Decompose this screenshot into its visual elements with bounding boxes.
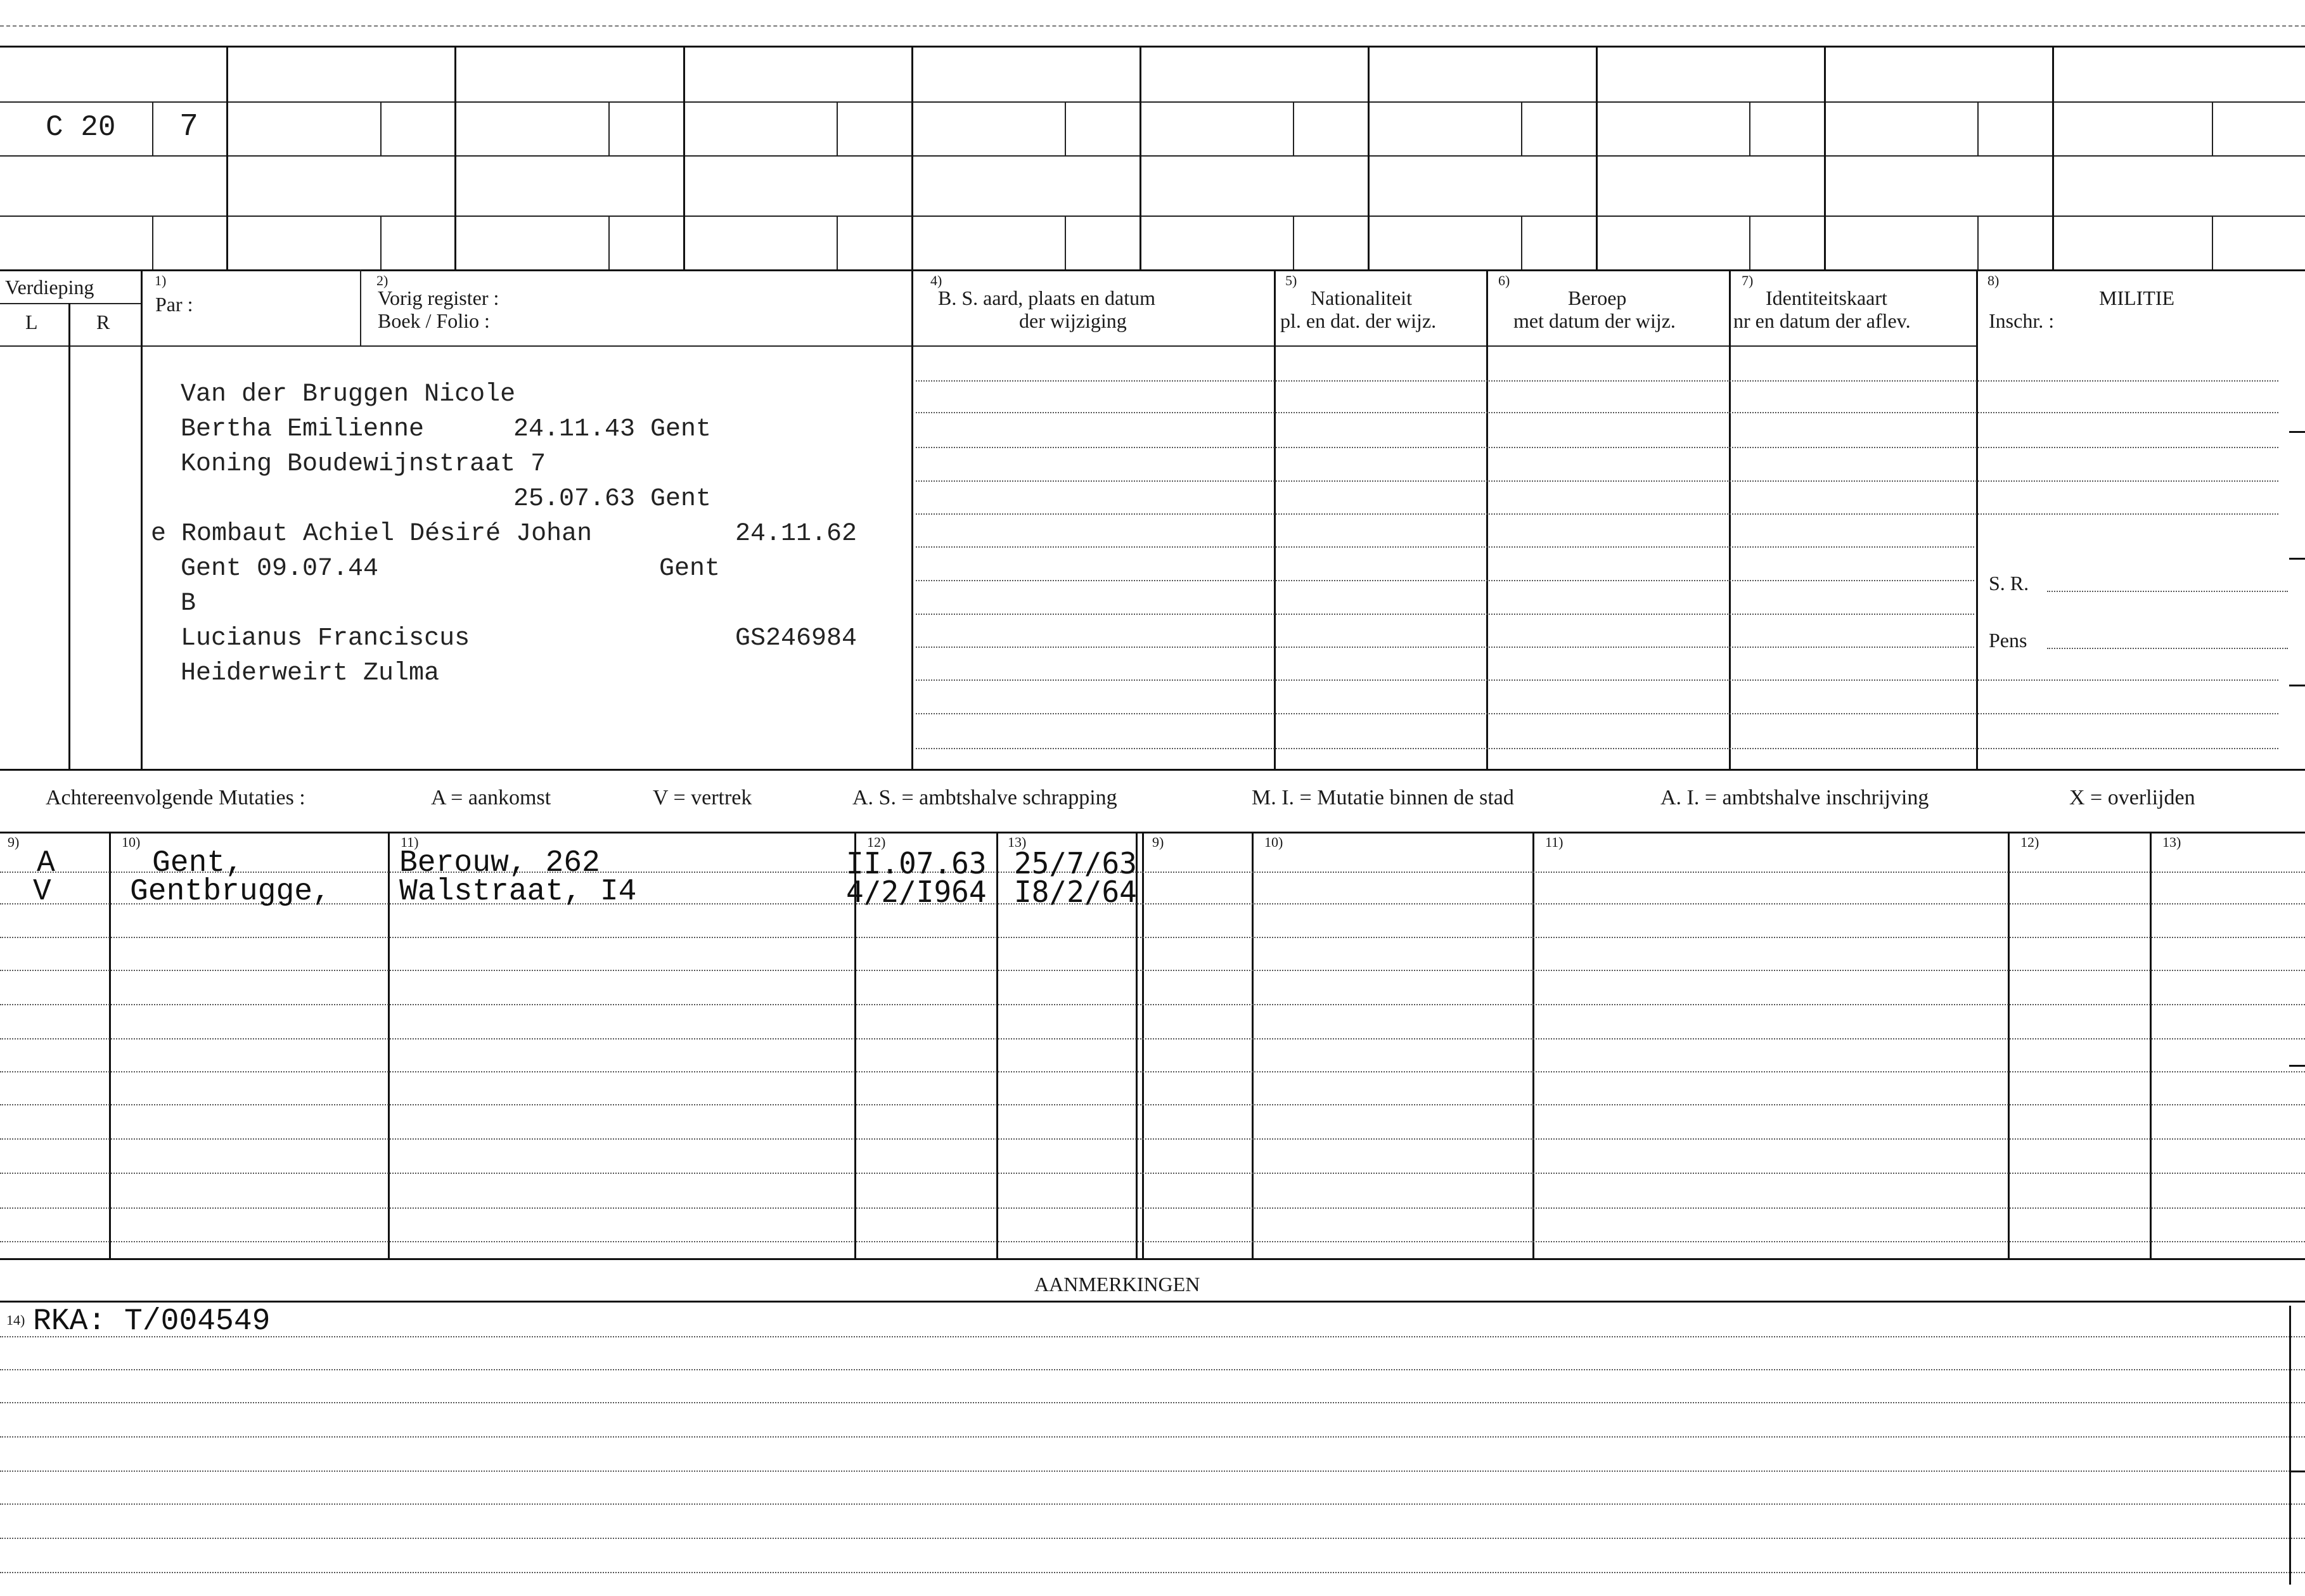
ruled-line <box>916 447 2278 448</box>
ruled-line <box>916 647 1974 648</box>
header-code-1: C 20 <box>46 111 116 144</box>
grid-col-line <box>1368 46 1370 269</box>
grid-sub-line <box>380 216 382 269</box>
aanmerkingen-number: 14) <box>6 1312 25 1328</box>
nat-header-line1: Nationaliteit <box>1311 286 1412 309</box>
grid-col-line <box>683 46 685 269</box>
person-line9: Heiderweirt Zulma <box>181 659 440 688</box>
ruled-line <box>916 614 1974 615</box>
grid-col-line <box>911 46 913 269</box>
ruled-line <box>916 513 2278 515</box>
grid-row-line <box>0 101 2305 103</box>
mut-ruled-line <box>0 937 2305 938</box>
col-line-ber <box>1486 269 1488 769</box>
grid-col-line <box>454 46 456 269</box>
grid-sub-line <box>152 216 153 269</box>
edge-tick <box>2289 685 2305 686</box>
grid-sub-line <box>1293 216 1294 269</box>
id-header-line1: Identiteitskaart <box>1766 286 1887 309</box>
col-line-par <box>360 269 361 345</box>
mut-row2-type: V <box>33 875 51 909</box>
mut-row1-type: A <box>37 846 55 880</box>
aanmerkingen-title: AANMERKINGEN <box>1034 1273 1200 1296</box>
mut-num: 11) <box>1545 834 1563 850</box>
mut-row2-date2: I8/2/64 <box>1014 875 1137 909</box>
mut-ruled-line <box>0 1071 2305 1072</box>
id-header-line2: nr en datum der aflev. <box>1733 309 1911 332</box>
person-line5a: e Rombaut Achiel Désiré Johan <box>151 520 593 548</box>
grid-sub-line <box>2212 101 2213 155</box>
grid-sub-line <box>1977 101 1979 155</box>
col-line-r <box>141 269 143 769</box>
aanm-ruled-line <box>0 1369 2305 1370</box>
mut-num: 9) <box>8 834 20 850</box>
col-line-id <box>1729 269 1731 769</box>
mut-col-line <box>1252 832 1254 1258</box>
grid-sub-line <box>1293 101 1294 155</box>
mut-col-line <box>2008 832 2010 1258</box>
mut-num: 9) <box>1152 834 1164 850</box>
grid-sub-line <box>2212 216 2213 269</box>
person-line7: B <box>181 589 196 618</box>
mut-ruled-line <box>0 1173 2305 1174</box>
inschr-label: Inschr. : <box>1989 309 2055 332</box>
mut-num: 12) <box>867 834 886 850</box>
grid-sub-line <box>1749 216 1750 269</box>
mutaties-top-border <box>0 769 2305 771</box>
verdieping-label: Verdieping <box>5 276 94 299</box>
col7-number: 7) <box>1742 273 1754 288</box>
mut-ruled-line <box>0 970 2305 971</box>
edge-line <box>2289 1306 2291 1585</box>
col1-number: 1) <box>155 273 167 288</box>
header-row-line <box>0 345 1977 347</box>
grid-col-line <box>2052 46 2054 269</box>
aanm-ruled-line <box>0 1336 2305 1337</box>
ruled-line <box>916 546 1974 548</box>
aanmerkingen-top-border <box>0 1301 2305 1303</box>
mut-col-line <box>388 832 390 1258</box>
grid-sub-line <box>608 216 610 269</box>
grid-col-line <box>1140 46 1141 269</box>
mutaties-table-top <box>0 832 2305 833</box>
ruled-line <box>916 679 2278 681</box>
grid-sub-line <box>837 216 838 269</box>
grid-col-line <box>1596 46 1598 269</box>
mut-ruled-line <box>0 1004 2305 1005</box>
grid-sub-line <box>1065 101 1066 155</box>
edge-tick <box>2289 431 2305 433</box>
person-line1: Van der Bruggen Nicole <box>181 380 516 409</box>
grid-col-line <box>1824 46 1826 269</box>
l-label: L <box>25 311 38 333</box>
boek-folio-label: Boek / Folio : <box>378 309 490 332</box>
mut-col-line <box>996 832 998 1258</box>
mut-row1-place: Gent, <box>152 846 244 880</box>
person-line8b: GS246984 <box>735 624 857 653</box>
bs-header-line1: B. S. aard, plaats en datum <box>938 286 1156 309</box>
mut-ruled-line <box>0 1138 2305 1140</box>
mut-ruled-line <box>0 1241 2305 1242</box>
mut-row2-address: Walstraat, I4 <box>399 875 637 909</box>
grid-sub-line <box>608 101 610 155</box>
mut-row1-date1: II.07.63 <box>846 846 987 880</box>
ber-header-line1: Beroep <box>1568 286 1627 309</box>
col-line-bs <box>911 269 913 769</box>
legend-mi: M. I. = Mutatie binnen de stad <box>1252 786 1514 809</box>
mut-col-line <box>2150 832 2152 1258</box>
col4-number: 4) <box>930 273 942 288</box>
mut-row1-date2: 25/7/63 <box>1014 846 1137 880</box>
grid-sub-line <box>380 101 382 155</box>
person-line2b: 24.11.43 Gent <box>513 415 712 444</box>
aanm-ruled-line <box>0 1538 2305 1539</box>
legend-x: X = overlijden <box>2069 786 2195 809</box>
grid-sub-line <box>1977 216 1979 269</box>
mut-ruled-line <box>0 1207 2305 1209</box>
col-line-mil <box>1976 269 1978 769</box>
verdieping-split-line <box>0 303 141 304</box>
edge-tick <box>2289 1065 2305 1067</box>
grid-top-border <box>0 46 2305 48</box>
mut-col-line <box>109 832 111 1258</box>
torn-top-edge <box>0 25 2305 27</box>
ruled-line <box>916 380 2278 382</box>
mut-num: 13) <box>1008 834 1027 850</box>
militie-label: MILITIE <box>2099 286 2175 309</box>
aanm-ruled-line <box>0 1471 2305 1472</box>
ber-header-line2: met datum der wijz. <box>1513 309 1676 332</box>
r-label: R <box>96 311 110 333</box>
grid-col-line <box>226 46 228 269</box>
person-line6b: Gent <box>659 555 721 583</box>
col-line-l <box>68 303 70 769</box>
header-code-2: 7 <box>179 109 199 145</box>
ruled-line <box>916 412 2278 413</box>
sr-label: S. R. <box>1989 572 2029 595</box>
mut-row2-place: Gentbrugge, <box>130 875 331 909</box>
grid-sub-line <box>1065 216 1066 269</box>
legend-v: V = vertrek <box>653 786 752 809</box>
par-label: Par : <box>155 293 193 316</box>
aanm-ruled-line <box>0 1436 2305 1438</box>
ruled-line <box>916 748 2278 749</box>
mut-row1-address: Berouw, 262 <box>399 846 600 880</box>
legend-as: A. S. = ambtshalve schrapping <box>852 786 1117 809</box>
grid-sub-line <box>1749 101 1750 155</box>
aanm-ruled-line <box>0 1503 2305 1505</box>
ruled-line <box>916 480 2278 482</box>
col2-number: 2) <box>376 273 388 288</box>
mut-num: 11) <box>401 834 419 850</box>
mut-ruled-line <box>0 1104 2305 1105</box>
grid-sub-line <box>152 101 153 155</box>
grid-sub-line <box>1521 101 1522 155</box>
mut-num: 10) <box>122 834 141 850</box>
mutaties-table-bottom <box>0 1258 2305 1260</box>
person-line5b: 24.11.62 <box>735 520 857 548</box>
mut-col-line <box>1532 832 1534 1258</box>
legend-ai: A. I. = ambtshalve inschrijving <box>1660 786 1929 809</box>
edge-tick <box>2289 558 2305 560</box>
col6-number: 6) <box>1498 273 1510 288</box>
mut-num: 10) <box>1264 834 1283 850</box>
sr-dotted-line <box>2047 591 2288 592</box>
person-line2a: Bertha Emilienne <box>181 415 425 444</box>
aanm-ruled-line <box>0 1572 2305 1573</box>
mut-row2-date1: 4/2/I964 <box>846 875 987 909</box>
col8-number: 8) <box>1987 273 2000 288</box>
person-line4: 25.07.63 Gent <box>513 485 712 513</box>
grid-row-line <box>0 155 2305 157</box>
grid-bottom-border <box>0 269 2305 271</box>
mut-ruled-line <box>0 1038 2305 1039</box>
person-line6a: Gent 09.07.44 <box>181 555 379 583</box>
ruled-line <box>916 580 1974 581</box>
mut-col-line <box>1142 832 1144 1258</box>
pens-dotted-line <box>2047 648 2288 649</box>
grid-row-line <box>0 216 2305 217</box>
bs-header-line2: der wijziging <box>1019 309 1127 332</box>
person-line8a: Lucianus Franciscus <box>181 624 470 653</box>
grid-sub-line <box>1521 216 1522 269</box>
vorig-register-label: Vorig register : <box>378 286 499 309</box>
mut-ruled-line <box>0 903 2305 904</box>
aanm-ruled-line <box>0 1402 2305 1403</box>
mut-ruled-line <box>0 872 2305 873</box>
pens-label: Pens <box>1989 629 2027 652</box>
legend-a: A = aankomst <box>431 786 551 809</box>
edge-tick <box>2289 1471 2305 1472</box>
col-line-nat <box>1274 269 1276 769</box>
ruled-line <box>916 713 2278 714</box>
mut-num: 12) <box>2020 834 2039 850</box>
nat-header-line2: pl. en dat. der wijz. <box>1280 309 1437 332</box>
mutaties-label: Achtereenvolgende Mutaties : <box>46 786 305 809</box>
col5-number: 5) <box>1285 273 1297 288</box>
grid-sub-line <box>837 101 838 155</box>
person-line3: Koning Boudewijnstraat 7 <box>181 450 546 479</box>
mut-num: 13) <box>2162 834 2181 850</box>
aanmerkingen-text: RKA: T/004549 <box>33 1304 271 1339</box>
